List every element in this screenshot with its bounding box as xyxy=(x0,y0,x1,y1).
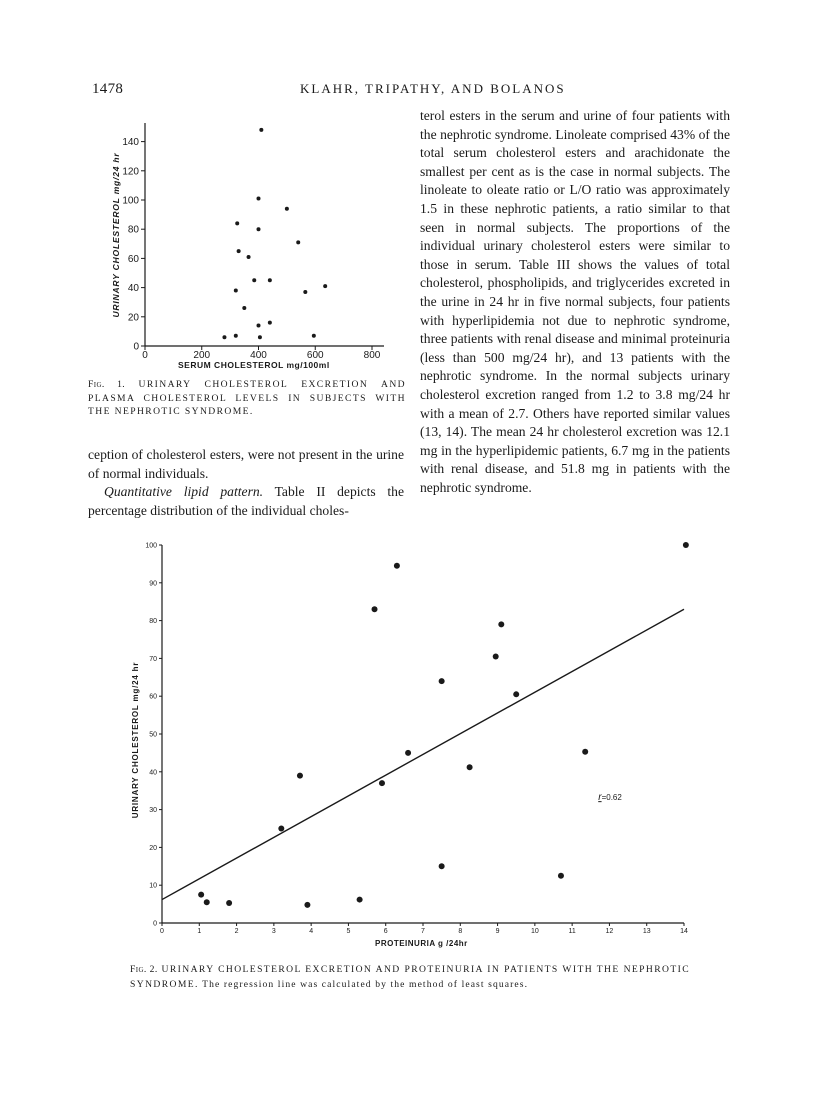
data-point xyxy=(297,773,303,779)
x-tick-label: 600 xyxy=(306,350,324,361)
x-tick-label: 400 xyxy=(250,350,267,361)
data-point xyxy=(312,334,316,338)
x-tick-label: 5 xyxy=(346,928,351,935)
x-tick-label: 11 xyxy=(568,928,576,935)
data-point xyxy=(198,892,204,898)
data-point xyxy=(278,826,284,832)
y-tick-label: 20 xyxy=(127,312,139,324)
data-point xyxy=(304,902,310,908)
running-header-authors: KLAHR, TRIPATHY, AND BOLANOS xyxy=(300,81,566,96)
x-tick-label: 6 xyxy=(383,928,388,935)
x-tick-label: 2 xyxy=(234,928,239,935)
figure-2-scatter-plot xyxy=(120,535,710,955)
data-point xyxy=(405,750,411,756)
correlation-symbol: r xyxy=(598,792,602,804)
data-point xyxy=(235,221,239,225)
data-point xyxy=(467,764,473,770)
y-tick-label: 10 xyxy=(149,882,157,890)
data-point xyxy=(259,128,263,132)
figure-1-scatter-plot xyxy=(88,115,418,377)
data-point xyxy=(323,284,327,288)
x-tick-label: 12 xyxy=(605,928,614,935)
section-text: Table II depicts the percentage distribution of the individual choles- xyxy=(88,484,404,518)
data-point xyxy=(257,227,261,231)
y-tick-label: 120 xyxy=(122,166,139,178)
x-axis-label: SERUM CHOLESTEROL mg/100ml xyxy=(178,360,330,370)
y-tick-label: 40 xyxy=(127,283,139,295)
data-point xyxy=(372,606,378,612)
y-tick-label: 50 xyxy=(149,731,157,739)
y-tick-label: 0 xyxy=(153,920,157,928)
y-tick-label: 60 xyxy=(127,253,139,265)
x-tick-label: 13 xyxy=(642,928,651,935)
x-tick-label: 3 xyxy=(271,928,276,935)
data-point xyxy=(268,278,272,282)
y-tick-label: 30 xyxy=(149,807,157,815)
y-tick-label: 100 xyxy=(145,542,157,550)
data-point xyxy=(394,563,400,569)
data-point xyxy=(303,290,307,294)
data-point xyxy=(204,899,210,905)
body-text-right-column xyxy=(420,107,730,497)
paragraph: terol esters in the serum and urine of four patients with the nephrotic syndrome. Linoleate comprised 43% of the total serum cholesterol esters and arachidonate the smallest per cent as is the case in normal subjects. The linoleate to oleate ratio or L/O ratio was approximately 1.5 in these nephrotic patients, a ratio similar to that seen in normal subjects. The proportions of the individual urinary cholesterol esters were similar to those in serum. Table III shows the values of total cholesterol, phospholipids, and triglycerides excreted in the urine in 24 hr in five normal subjects, four patients with hyperlipidemia not due to nephrotic syndrome, three patients with renal disease and minimal proteinuria (less than 500 mg/24 hr), and 13 patients with the nephrotic syndrome. In the normal subjects urinary cholesterol excretion ranged from 1.2 to 3.8 mg/24 hr with a mean of 2.7. Others have reported similar values (13, 14). The mean 24 hr cholesterol excretion was 12.1 mg in the hyperlipidemic patients, 6.7 mg in the patients with renal disease, and 51.8 mg in patients with the nephrotic syndrome. xyxy=(420,108,730,495)
figure-1-caption-label: Fig. 1. xyxy=(88,379,126,390)
data-point xyxy=(237,249,241,253)
figure-2-caption-label: Fig. 2. xyxy=(130,964,158,975)
data-point xyxy=(285,207,289,211)
paragraph-quantitative-lipid-pattern xyxy=(88,483,404,520)
y-tick-label: 70 xyxy=(149,655,157,663)
y-tick-label: 140 xyxy=(122,137,139,149)
data-point xyxy=(268,321,272,325)
x-tick-label: 7 xyxy=(421,928,425,935)
data-point xyxy=(683,542,689,548)
figure-2-caption-text: The regression line was calculated by the method of least squares. xyxy=(198,978,529,990)
data-point xyxy=(513,691,519,697)
body-text-left-column xyxy=(88,446,404,520)
y-axis-label: URINARY CHOLESTEROL mg/24 hr xyxy=(131,661,140,819)
page-number: 1478 xyxy=(92,81,124,97)
data-point xyxy=(234,334,238,338)
x-tick-label: 0 xyxy=(142,350,148,361)
data-point xyxy=(257,197,261,201)
data-point xyxy=(258,335,262,339)
x-tick-label: 4 xyxy=(309,928,314,935)
x-tick-label: 8 xyxy=(458,928,463,935)
data-point xyxy=(439,863,445,869)
data-point xyxy=(379,780,385,786)
section-heading: Quantitative lipid pattern. xyxy=(104,484,264,500)
y-tick-label: 90 xyxy=(149,580,157,588)
data-point xyxy=(558,873,564,879)
data-point xyxy=(247,255,251,259)
figure-1-caption-text: URINARY CHOLESTEROL EXCRETION AND PLASMA CHOLESTEROL LEVELS IN SUBJECTS WITH THE NEPHROTIC SYNDROME. xyxy=(88,379,407,418)
y-axis-label: URINARY CHOLESTEROL mg/24 hr xyxy=(111,152,121,318)
data-point xyxy=(252,278,256,282)
y-tick-label: 80 xyxy=(149,618,157,626)
correlation-value: =0.62 xyxy=(601,793,622,803)
data-point xyxy=(222,335,226,339)
data-point xyxy=(257,324,261,328)
y-tick-label: 40 xyxy=(149,769,157,777)
data-point xyxy=(226,900,232,906)
data-point xyxy=(242,306,246,310)
y-tick-label: 100 xyxy=(122,195,139,207)
figure-2-caption-text-smallcaps: URINARY CHOLESTEROL EXCRETION AND PROTEINURIA IN PATIENTS WITH THE NEPHROTIC SYNDROME. xyxy=(130,964,690,990)
data-point xyxy=(234,289,238,293)
y-tick-label: 60 xyxy=(149,693,157,701)
figure-1-caption xyxy=(88,378,406,419)
data-point xyxy=(582,749,588,755)
data-point xyxy=(493,654,499,660)
regression-line xyxy=(162,609,684,899)
x-tick-label: 14 xyxy=(680,928,688,935)
x-tick-label: 10 xyxy=(530,928,539,935)
x-tick-label: 800 xyxy=(363,350,381,361)
x-axis-label: PROTEINURIA g /24hr xyxy=(375,939,468,948)
x-tick-label: 9 xyxy=(495,928,500,935)
x-tick-label: 1 xyxy=(197,928,202,935)
y-tick-label: 0 xyxy=(133,341,139,353)
data-point xyxy=(357,897,363,903)
data-point xyxy=(439,678,445,684)
correlation-annotation xyxy=(598,792,622,803)
y-tick-label: 20 xyxy=(149,844,157,852)
y-tick-label: 80 xyxy=(127,224,139,236)
x-tick-label: 0 xyxy=(160,928,164,935)
data-point xyxy=(296,240,300,244)
paragraph-continuation: ception of cholesterol esters, were not present in the urine of normal individuals. xyxy=(88,447,404,481)
data-point xyxy=(498,621,504,627)
x-tick-label: 200 xyxy=(193,350,211,361)
figure-2-caption xyxy=(130,963,690,992)
